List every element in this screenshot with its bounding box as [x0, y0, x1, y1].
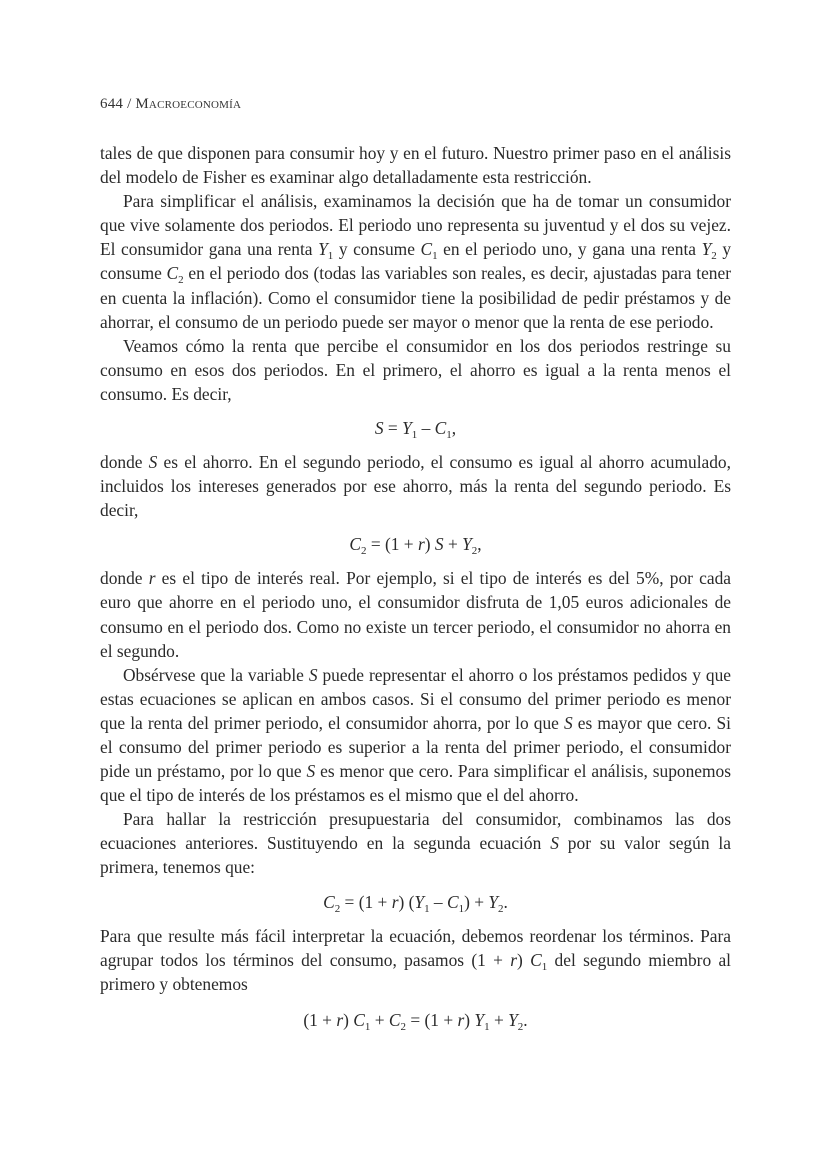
paragraph: Obsérvese que la variable S puede representar el ahorro o los préstamos pedidos y que estas ecuaciones se aplican en ambos casos. Si el consumo del primer periodo es menor que la renta del primer periodo, el consumidor ahorra, por lo que S es mayor que cero. Si el consumo del primer periodo es superior a la renta del primer periodo, el consumidor pide un préstamo, por lo que S es menor que cero. Para simplificar el análisis, suponemos que el tipo de interés de los préstamos es el mismo que el del ahorro. [100, 664, 731, 806]
paragraph: Veamos cómo la renta que percibe el consumidor en los dos periodos restringe su consumo en esos dos periodos. En el primero, el ahorro es igual a la renta menos el consumo. Es decir, [100, 335, 731, 404]
running-header [100, 96, 241, 113]
book-title: Macroeconomía [135, 96, 242, 112]
header-separator: / [127, 96, 132, 112]
paragraph: donde S es el ahorro. En el segundo periodo, el consumo es igual al ahorro acumulado, incluidos los intereses generados por ese ahorro, más la renta del segundo periodo. Es decir, [100, 452, 731, 521]
equation-second-period-consumption: $C_2 = (1 + r) S + Y_2$, [349, 534, 482, 558]
paragraph: Para simplificar el análisis, examinamos la decisión que ha de tomar un consumidor que vive solamente dos periodos. El periodo uno representa su juventud y el dos su vejez. El consumidor gana una renta $Y_1$ y consume $C_1$ en el periodo uno, y gana una renta $Y_2$ y consume $C_2$ en el periodo dos (todas las variables son reales, es decir, ajustadas para tener en cuenta la inflación). Como el consumidor tiene la posibilidad de pedir préstamos y de ahorrar, el consumo de un periodo puede ser mayor o menor que la renta de ese periodo. [100, 191, 732, 332]
paragraph: Para hallar la restricción presupuestaria del consumidor, combinamos las dos ecuaciones anteriores. Sustituyendo en la segunda ecuación S por su valor según la primera, tenemos que: [100, 809, 731, 878]
paragraph: donde r es el tipo de interés real. Por ejemplo, si el tipo de interés es del 5%, por cada euro que ahorre en el periodo uno, el consumidor disfruta de 1,05 euros adicionales de consumo en el periodo dos. Como no existe un tercer periodo, el consumidor no ahorra en el segundo. [100, 568, 731, 661]
paragraph: tales de que disponen para consumir hoy y en el futuro. Nuestro primer paso en el análisis del modelo de Fisher es examinar algo detalladamente esta restricción. [100, 143, 731, 188]
body-text [100, 141, 731, 1042]
equation-savings: $S = Y_1 - C_1$, [374, 418, 457, 442]
equation-budget-constraint: (1 + r) $C_1 + C_2 = (1 + r) Y_1 + Y_2$. [303, 1009, 528, 1033]
equation-substitution: $C_2 = (1 + r)$ $(Y_1 - C_1) + Y_2$. [323, 891, 508, 915]
paragraph: Para que resulte más fácil interpretar la ecuación, debemos reordenar los términos. Para agrupar todos los términos del consumo, pasamos (1 + r) $C_1$ del segundo miembro al primero y obtenemos [100, 925, 732, 994]
page-number: 644 [100, 96, 124, 112]
